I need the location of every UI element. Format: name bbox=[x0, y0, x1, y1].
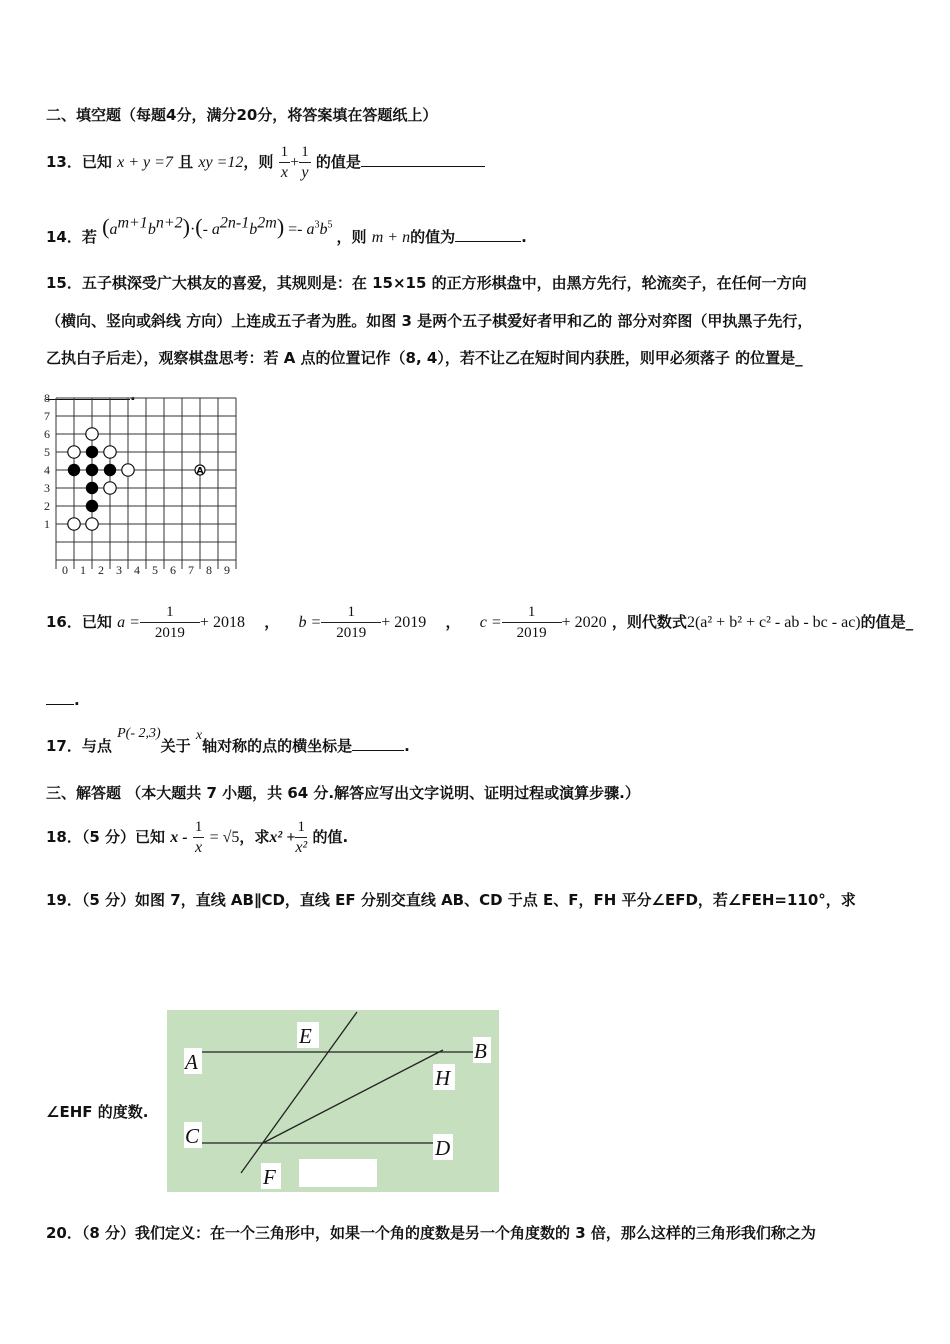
label-d: D bbox=[435, 1136, 451, 1160]
q16-comma-1: ， bbox=[264, 613, 280, 631]
black-stone bbox=[68, 464, 80, 476]
q13-answer-blank[interactable] bbox=[361, 152, 485, 167]
q17-end: . bbox=[404, 737, 410, 755]
board-y-tick-label: 5 bbox=[44, 445, 50, 459]
board-y-tick-label: 7 bbox=[44, 409, 50, 423]
q16-answer-blank[interactable] bbox=[46, 690, 74, 705]
point-a-label: A bbox=[196, 466, 204, 477]
q13-expr-2: xy =12 bbox=[198, 154, 244, 171]
white-stone bbox=[104, 446, 116, 458]
board-x-tick-label: 7 bbox=[188, 563, 194, 577]
q19-line-1: 19．（5 分）如图 7，直线 AB∥CD，直线 EF 分别交直线 AB、CD 于点 E、F，FH 平分∠EFD，若∠FEH=110°，求 bbox=[46, 891, 856, 909]
q13-fraction-1: $\frac{1}{x}$ bbox=[280, 144, 289, 181]
q16-b-add: + 2019 bbox=[381, 614, 427, 631]
q18-equals-sqrt5: = √5 bbox=[209, 829, 240, 846]
q17-axis: x bbox=[195, 728, 203, 743]
q16-c-add: + 2020 bbox=[561, 614, 607, 631]
board-x-tick-label: 3 bbox=[116, 563, 122, 577]
q16-text-1: 已知 bbox=[81, 613, 112, 631]
board-x-tick-label: 0 bbox=[62, 563, 68, 577]
question-17 bbox=[46, 726, 410, 756]
label-f: F bbox=[263, 1165, 276, 1189]
question-16 bbox=[46, 602, 913, 643]
q14-expr: $(a^{m+1}b^{n+2})\cdot(-$ $a^{2n-1}b^{2m}) =- a^3b^5$ bbox=[102, 214, 333, 239]
q14-text-3: 的值为 bbox=[410, 228, 456, 246]
q13-number: 13． bbox=[46, 153, 82, 171]
label-h: H bbox=[435, 1066, 451, 1090]
q16-a-fraction: $\frac{1}{2019}$ bbox=[140, 602, 200, 643]
label-a: A bbox=[185, 1050, 198, 1074]
q16-a-label: a = bbox=[117, 614, 140, 631]
q18-fraction-1: $\frac{1}{x}$ bbox=[194, 819, 203, 856]
q17-answer-blank[interactable] bbox=[352, 736, 404, 751]
q18-x: x - bbox=[170, 829, 188, 846]
q18-text-3: 的值. bbox=[312, 828, 349, 846]
q15-line-3: 乙执白子后走），观察棋盘思考：若 A 点的位置记作（8, 4），若不让乙在短时间内获胜，则甲必须落子 的位置是_ bbox=[46, 349, 803, 367]
board-x-tick-label: 5 bbox=[152, 563, 158, 577]
label-e: E bbox=[299, 1024, 312, 1048]
q15-line-4 bbox=[46, 385, 136, 404]
q16-expr: 2(a² + b² + c² - ab - bc - ac) bbox=[686, 614, 861, 631]
q17-text-1: 与点 bbox=[81, 737, 112, 755]
board-y-tick-label: 2 bbox=[44, 499, 50, 513]
board-x-tick-label: 9 bbox=[224, 563, 230, 577]
q15-line-2: （横向、竖向或斜线 方向）上连成五子者为胜。如图 3 是两个五子棋爱好者甲和乙的 部分对弈图（甲执黑子先行， bbox=[46, 312, 813, 330]
q17-point: P(- 2,3) bbox=[117, 726, 161, 741]
white-stone bbox=[86, 518, 98, 530]
q16-comma-2: ， bbox=[445, 613, 461, 631]
white-stone bbox=[122, 464, 134, 476]
black-stone bbox=[86, 464, 98, 476]
q18-fraction-2: $\frac{1}{\text{x²}}$ bbox=[295, 819, 308, 856]
board-y-tick-label: 4 bbox=[44, 463, 50, 477]
figure-white-patch bbox=[299, 1159, 377, 1187]
q13-fraction-2: $\frac{1}{y}$ bbox=[301, 144, 309, 181]
board-y-tick-label: 3 bbox=[44, 481, 50, 495]
q18-text-2: ，求 bbox=[239, 828, 270, 846]
board-x-tick-label: 1 bbox=[80, 563, 86, 577]
q16-b-fraction: $\frac{1}{2019}$ bbox=[321, 602, 381, 643]
q14-text-2: ，则 bbox=[336, 228, 367, 246]
gomoku-board-figure bbox=[44, 391, 244, 580]
board-y-tick-label: 8 bbox=[44, 391, 50, 405]
board-y-tick-label: 6 bbox=[44, 427, 50, 441]
q13-text-4: 的值是 bbox=[315, 153, 361, 171]
q14-end: . bbox=[521, 228, 527, 246]
board-x-tick-label: 4 bbox=[134, 563, 140, 577]
q17-text-2: 关于 bbox=[160, 737, 191, 755]
q16-b-label: b = bbox=[298, 614, 322, 631]
q16-c-label: c = bbox=[479, 614, 502, 631]
q20-line-1: 20．（8 分）我们定义：在一个三角形中，如果一个角的度数是另一个角度数的 3 倍，那么这样的三角形我们称之为 bbox=[46, 1224, 816, 1242]
section-2-header: 二、填空题（每题4分，满分20分，将答案填在答题纸上） bbox=[46, 106, 438, 124]
white-stone bbox=[68, 518, 80, 530]
q15-line-1: 15．五子棋深受广大棋友的喜爱，其规则是：在 15×15 的正方形棋盘中，由黑方先行，轮流奕子，在任何一方向 bbox=[46, 274, 807, 292]
q16-a-add: + 2018 bbox=[199, 614, 245, 631]
white-stone bbox=[86, 428, 98, 440]
q14-number: 14． bbox=[46, 228, 82, 246]
question-18 bbox=[46, 817, 348, 858]
q13-text-2: 且 bbox=[178, 153, 194, 171]
q16-text-2: ，则代数式 bbox=[611, 613, 687, 631]
board-x-tick-label: 8 bbox=[206, 563, 212, 577]
section-3-header: 三、解答题 （本大题共 7 小题，共 64 分.解答应写出文字说明、证明过程或演算步骤.） bbox=[46, 784, 640, 802]
q14-expr-2: m + n bbox=[371, 229, 411, 246]
question-13 bbox=[46, 142, 485, 183]
q13-text-1: 已知 bbox=[81, 153, 112, 171]
white-stone bbox=[104, 482, 116, 494]
q16-c-fraction: $\frac{1}{2019}$ bbox=[502, 602, 562, 643]
q13-plus: + bbox=[290, 154, 300, 171]
q18-text-1: （5 分）已知 bbox=[81, 828, 166, 846]
q16-number: 16． bbox=[46, 613, 82, 631]
q13-expr-1: x + y =7 bbox=[117, 154, 173, 171]
black-stone bbox=[104, 464, 116, 476]
board-y-tick-label: 1 bbox=[44, 517, 50, 531]
q14-text-1: 若 bbox=[81, 228, 97, 246]
q18-number: 18． bbox=[46, 828, 82, 846]
q14-answer-blank[interactable] bbox=[455, 227, 521, 242]
q13-text-3: ，则 bbox=[243, 153, 274, 171]
q16-line-2 bbox=[46, 690, 80, 709]
black-stone bbox=[86, 500, 98, 512]
q17-text-3: 轴对称的点的横坐标是 bbox=[202, 737, 353, 755]
black-stone bbox=[86, 446, 98, 458]
q18-x-squared: x² + bbox=[269, 829, 296, 846]
q15-end: . bbox=[130, 386, 136, 404]
q17-number: 17． bbox=[46, 737, 82, 755]
q16-end: . bbox=[74, 691, 80, 709]
white-stone bbox=[68, 446, 80, 458]
label-b: B bbox=[474, 1039, 487, 1063]
black-stone bbox=[86, 482, 98, 494]
question-14 bbox=[46, 214, 527, 248]
parallel-lines-figure bbox=[167, 1010, 499, 1192]
board-x-tick-label: 6 bbox=[170, 563, 176, 577]
q16-text-3: 的值是_ bbox=[860, 613, 914, 631]
board-x-tick-label: 2 bbox=[98, 563, 104, 577]
label-c: C bbox=[185, 1124, 200, 1148]
q19-line-2: ∠EHF 的度数. bbox=[46, 1103, 149, 1121]
